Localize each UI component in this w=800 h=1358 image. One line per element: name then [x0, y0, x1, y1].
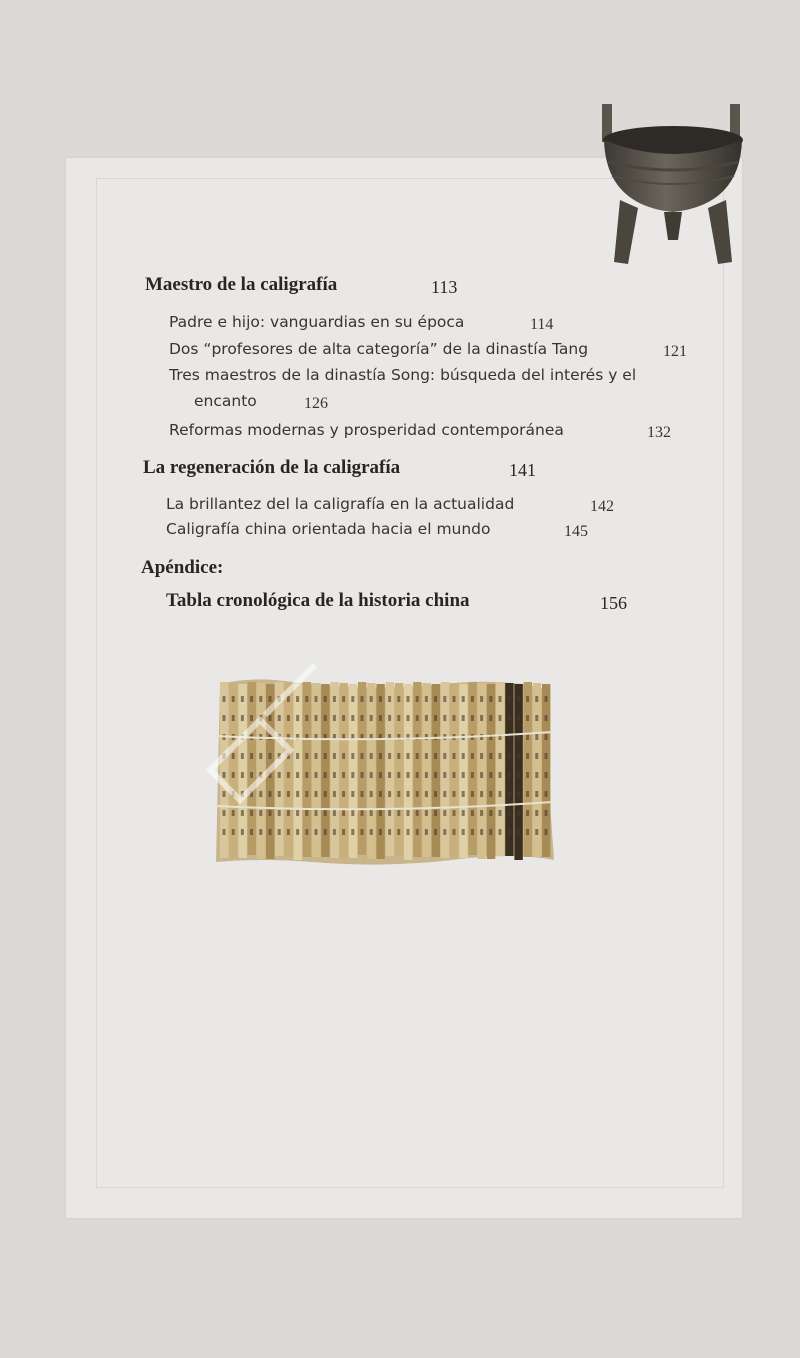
slip-character [462, 810, 465, 816]
slip-character [351, 772, 354, 778]
slip-character [508, 715, 511, 721]
slip-character [287, 715, 290, 721]
slip-character [545, 791, 548, 797]
toc-item [169, 421, 671, 441]
slip-character [425, 753, 428, 759]
slip-character [508, 829, 511, 835]
slip-character [535, 791, 538, 797]
slip-character [379, 810, 382, 816]
slip-character [259, 753, 262, 759]
slip-character [259, 810, 262, 816]
slip-character [296, 715, 299, 721]
slip-character [250, 696, 253, 702]
slip-character [250, 715, 253, 721]
slip-character [453, 791, 456, 797]
slip-character [232, 772, 235, 778]
slip-character [333, 829, 336, 835]
slip-character [241, 696, 244, 702]
slip-character [526, 734, 529, 740]
slip-character [370, 696, 373, 702]
slip-character [462, 772, 465, 778]
slip-character [425, 772, 428, 778]
slip-character [361, 791, 364, 797]
slip-character [232, 753, 235, 759]
slip-character [223, 715, 226, 721]
slip-character [517, 791, 520, 797]
slip-character [526, 772, 529, 778]
slip-character [333, 810, 336, 816]
slip-character [517, 696, 520, 702]
slip-character [489, 715, 492, 721]
slip-character [269, 810, 272, 816]
slip-character [480, 829, 483, 835]
slip-character [278, 715, 281, 721]
slip-character [480, 696, 483, 702]
slip-character [545, 829, 548, 835]
slip-character [535, 696, 538, 702]
slip-character [499, 829, 502, 835]
slip-character [342, 810, 345, 816]
slip-character [223, 810, 226, 816]
slip-character [443, 791, 446, 797]
slip-character [526, 829, 529, 835]
slip-character [535, 829, 538, 835]
slip-character [545, 696, 548, 702]
slip-character [425, 696, 428, 702]
slip-character [223, 791, 226, 797]
slip-character [499, 753, 502, 759]
slip-character [535, 734, 538, 740]
slip-character [278, 753, 281, 759]
slip-character [296, 829, 299, 835]
slip-character [453, 810, 456, 816]
slip-character [517, 810, 520, 816]
slip-character [545, 772, 548, 778]
slip-character [517, 715, 520, 721]
slip-character [351, 696, 354, 702]
toc-item [166, 520, 588, 540]
slip-character [388, 696, 391, 702]
slip-character [370, 829, 373, 835]
slip-character [508, 772, 511, 778]
slip-character [342, 829, 345, 835]
slip-character [315, 772, 318, 778]
toc-section-title: Maestro de la caligrafía [145, 274, 338, 295]
slip-character [351, 715, 354, 721]
slip-character [480, 810, 483, 816]
slip-character [232, 715, 235, 721]
slip-character [453, 829, 456, 835]
slip-character [425, 791, 428, 797]
slip-character [370, 791, 373, 797]
slip-character [305, 753, 308, 759]
slip-character [259, 772, 262, 778]
toc-page-number: 145 [564, 523, 588, 540]
slip-character [324, 810, 327, 816]
slip-character [407, 715, 410, 721]
slip-character [471, 791, 474, 797]
slip-character [305, 791, 308, 797]
slip-character [508, 810, 511, 816]
slip-character [287, 810, 290, 816]
toc-page-number: 113 [431, 277, 458, 297]
slip-character [388, 753, 391, 759]
slip-character [333, 696, 336, 702]
slip-character [305, 772, 308, 778]
slip-character [379, 772, 382, 778]
toc-page-number: 126 [304, 395, 328, 412]
slip-character [333, 791, 336, 797]
slip-character [241, 772, 244, 778]
slip-character [471, 715, 474, 721]
slip-character [535, 753, 538, 759]
slip-character [462, 753, 465, 759]
slip-character [296, 810, 299, 816]
slip-character [259, 829, 262, 835]
slip-character [471, 810, 474, 816]
slip-character [471, 753, 474, 759]
slip-character [416, 829, 419, 835]
slip-character [250, 772, 253, 778]
slip-character [269, 753, 272, 759]
slip-character [397, 715, 400, 721]
slip-character [499, 772, 502, 778]
slip-character [379, 715, 382, 721]
slip-character [232, 829, 235, 835]
slip-character [489, 791, 492, 797]
slip-character [250, 829, 253, 835]
slip-character [305, 829, 308, 835]
slip-character [407, 791, 410, 797]
toc-item-text: Reformas modernas y prosperidad contemporánea [169, 421, 564, 439]
slip-character [434, 791, 437, 797]
slip-character [241, 810, 244, 816]
slip-character [434, 810, 437, 816]
slip-character [416, 810, 419, 816]
slip-character [462, 829, 465, 835]
slip-character [324, 696, 327, 702]
slip-character [545, 810, 548, 816]
slip-character [361, 772, 364, 778]
toc-item-text: encanto [194, 392, 257, 410]
slip-character [370, 810, 373, 816]
slip-character [499, 791, 502, 797]
slip-character [361, 810, 364, 816]
slip-character [526, 696, 529, 702]
slip-character [545, 734, 548, 740]
slip-character [305, 696, 308, 702]
slip-character [517, 772, 520, 778]
slip-character [526, 753, 529, 759]
slip-character [351, 791, 354, 797]
toc-page-number: 141 [509, 460, 536, 480]
slip-character [416, 772, 419, 778]
slip-character [407, 772, 410, 778]
slip-character [462, 791, 465, 797]
toc-page-number: 156 [600, 593, 627, 613]
slip-character [259, 791, 262, 797]
slip-character [388, 715, 391, 721]
slip-character [499, 715, 502, 721]
slip-character [278, 772, 281, 778]
slip-character [425, 810, 428, 816]
slip-character [250, 753, 253, 759]
slip-character [259, 696, 262, 702]
bronze-ding-image [598, 100, 750, 270]
slip-character [517, 753, 520, 759]
slip-character [416, 715, 419, 721]
slip-character [407, 696, 410, 702]
slip-character [434, 715, 437, 721]
toc-page-number: 114 [530, 316, 554, 333]
toc-item [169, 340, 687, 360]
slip-character [379, 753, 382, 759]
slip-character [223, 829, 226, 835]
slip-character [443, 715, 446, 721]
slip-character [232, 696, 235, 702]
slip-character [315, 715, 318, 721]
slip-character [223, 753, 226, 759]
slip-character [287, 696, 290, 702]
slip-character [342, 696, 345, 702]
slip-character [315, 810, 318, 816]
slip-character [425, 829, 428, 835]
slip-character [443, 810, 446, 816]
slip-character [453, 772, 456, 778]
toc-item-text: Caligrafía china orientada hacia el mundo [166, 520, 491, 538]
toc-section-title: La regeneración de la caligrafía [143, 457, 401, 478]
slip-character [526, 791, 529, 797]
slip-character [489, 696, 492, 702]
slip-character [397, 772, 400, 778]
slip-character [499, 696, 502, 702]
slip-character [379, 696, 382, 702]
slip-character [480, 772, 483, 778]
slip-character [508, 791, 511, 797]
slip-character [269, 696, 272, 702]
slip-character [397, 829, 400, 835]
slip-character [462, 715, 465, 721]
slip-character [269, 829, 272, 835]
slip-character [324, 753, 327, 759]
slip-character [379, 829, 382, 835]
slip-character [269, 772, 272, 778]
slip-character [425, 715, 428, 721]
slip-character [269, 791, 272, 797]
toc-appendix-label: Apéndice: [141, 557, 224, 578]
slip-character [333, 715, 336, 721]
slip-character [480, 753, 483, 759]
slip-character [397, 810, 400, 816]
toc-page-number: 121 [663, 343, 687, 360]
slip-character [397, 696, 400, 702]
slip-character [351, 829, 354, 835]
toc-item-text: Dos “profesores de alta categoría” de la dinastía Tang [169, 340, 589, 358]
slip-character [480, 791, 483, 797]
slip-character [489, 753, 492, 759]
slip-character [499, 810, 502, 816]
slip-character [443, 753, 446, 759]
toc-item-text: Tres maestros de la dinastía Song: búsqueda del interés y el [169, 366, 637, 384]
slip-character [489, 829, 492, 835]
slip-character [370, 772, 373, 778]
slip-character [388, 791, 391, 797]
toc-item [169, 313, 554, 333]
slip-character [324, 791, 327, 797]
slip-character [434, 772, 437, 778]
toc-item-text: La brillantez del la caligrafía en la actualidad [166, 495, 515, 513]
slip-character [535, 810, 538, 816]
toc-item-text: Tabla cronológica de la historia china [166, 590, 470, 611]
slip-character [296, 791, 299, 797]
slip-character [489, 772, 492, 778]
slip-character [434, 753, 437, 759]
slip-character [453, 753, 456, 759]
slip-character [370, 753, 373, 759]
slip-character [407, 829, 410, 835]
toc-item-text: Padre e hijo: vanguardias en su época [169, 313, 465, 331]
slip-character [324, 715, 327, 721]
slip-character [471, 696, 474, 702]
slip-character [278, 791, 281, 797]
slip-character [259, 715, 262, 721]
slip-character [223, 696, 226, 702]
slip-character [333, 753, 336, 759]
slip-character [397, 791, 400, 797]
slip-character [471, 829, 474, 835]
slip-character [287, 791, 290, 797]
slip-character [508, 753, 511, 759]
slip-character [342, 715, 345, 721]
slip-character [296, 772, 299, 778]
slip-character [526, 810, 529, 816]
slip-character [545, 715, 548, 721]
slip-character [416, 696, 419, 702]
toc-appendix-item [166, 590, 627, 613]
slip-character [361, 753, 364, 759]
toc-section-heading [143, 457, 536, 480]
slip-character [443, 772, 446, 778]
slip-character [278, 829, 281, 835]
toc-section-heading [145, 274, 458, 297]
slip-character [223, 772, 226, 778]
slip-character [342, 791, 345, 797]
slip-character [443, 696, 446, 702]
slip-character [397, 753, 400, 759]
slip-character [287, 753, 290, 759]
slip-character [250, 810, 253, 816]
slip-character [351, 810, 354, 816]
slip-character [407, 810, 410, 816]
slip-character [342, 753, 345, 759]
slip-character [379, 791, 382, 797]
slip-character [315, 791, 318, 797]
bamboo-slips-image [212, 674, 558, 870]
slip-character [232, 791, 235, 797]
faded-ghost-decoration [100, 200, 250, 240]
slip-character [296, 753, 299, 759]
slip-character [416, 791, 419, 797]
slip-character [407, 753, 410, 759]
slip-character [535, 715, 538, 721]
slip-character [232, 810, 235, 816]
slip-character [535, 772, 538, 778]
slip-character [269, 715, 272, 721]
slip-character [296, 696, 299, 702]
slip-character [324, 772, 327, 778]
slip-character [508, 696, 511, 702]
slip-character [545, 753, 548, 759]
slip-character [388, 829, 391, 835]
slip-character [305, 810, 308, 816]
slip-character [278, 810, 281, 816]
toc-item [169, 366, 636, 384]
slip-character [388, 810, 391, 816]
slip-character [416, 753, 419, 759]
slip-character [462, 696, 465, 702]
slip-character [489, 810, 492, 816]
slip-character [342, 772, 345, 778]
slip-character [333, 772, 336, 778]
slip-character [453, 715, 456, 721]
slip-character [287, 829, 290, 835]
slip-character [287, 772, 290, 778]
toc-item-continuation [194, 392, 328, 412]
slip-character [443, 829, 446, 835]
slip-character [471, 772, 474, 778]
slip-character [480, 715, 483, 721]
toc-item [166, 495, 614, 515]
slip-character [250, 791, 253, 797]
slip-character [241, 753, 244, 759]
slip-character [315, 753, 318, 759]
slip-character [453, 696, 456, 702]
slip-character [388, 772, 391, 778]
slip-character [361, 696, 364, 702]
slip-character [361, 715, 364, 721]
slip-character [351, 753, 354, 759]
slip-character [241, 829, 244, 835]
slip-character [241, 791, 244, 797]
toc-page-number: 132 [647, 424, 671, 441]
slip-character [434, 829, 437, 835]
slip-character [241, 715, 244, 721]
slip-character [361, 829, 364, 835]
slip-character [434, 696, 437, 702]
toc-page-number: 142 [590, 498, 614, 515]
slip-character [278, 696, 281, 702]
slip-character [517, 829, 520, 835]
slip-character [324, 829, 327, 835]
slip-character [305, 715, 308, 721]
slip-character [370, 715, 373, 721]
slip-character [315, 696, 318, 702]
slip-character [315, 829, 318, 835]
slip-character [526, 715, 529, 721]
